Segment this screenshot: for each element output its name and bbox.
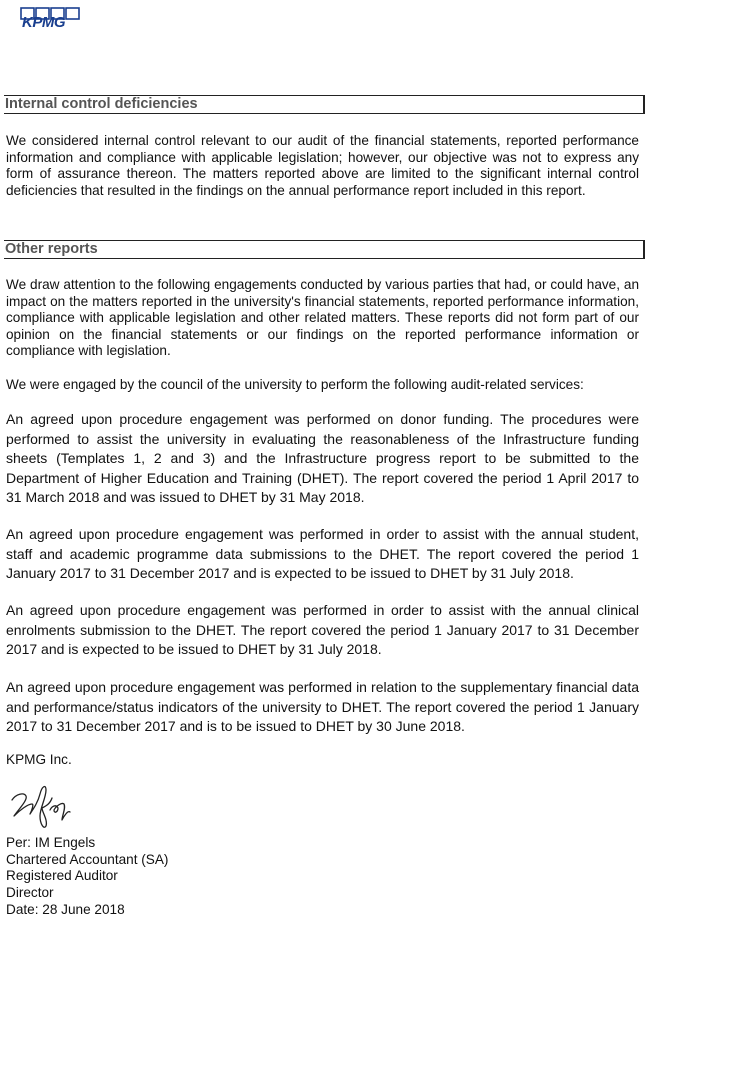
- section-title-other-reports: Other reports: [4, 240, 645, 259]
- signoff-title-auditor: Registered Auditor: [6, 868, 118, 883]
- kpmg-logo: [20, 7, 82, 33]
- other-reports-paragraph-2: We were engaged by the council of the university to perform the following audit-related services:: [6, 377, 584, 392]
- other-reports-paragraph-5: An agreed upon procedure engagement was performed in order to assist with the annual clinical enrolments submission to the DHET. The report covered the period 1 January 2017 to 31 December 2017 and is expected to be issued to DHET by 31 July 2018.: [6, 602, 639, 657]
- signoff-date: Date: 28 June 2018: [6, 902, 125, 917]
- kpmg-logo-text: KPMG: [22, 14, 65, 31]
- signoff-firm: KPMG Inc.: [6, 752, 72, 767]
- other-reports-paragraph-4: An agreed upon procedure engagement was performed in order to assist with the annual student, staff and academic programme data submissions to the DHET. The report covered the period 1 January 2017 to 31 December 2017 and is expected to be issued to DHET by 31 July 2018.: [6, 526, 639, 581]
- signoff-title-ca: Chartered Accountant (SA): [6, 852, 169, 867]
- signoff-per: Per: IM Engels: [6, 835, 96, 850]
- internal-control-paragraph: We considered internal control relevant to our audit of the financial statements, reported performance information and compliance with applicable legislation; however, our objective was not to express any form of assurance thereon. The matters reported above are limited to the significant internal control deficiencies that resulted in the findings on the annual performance report included in this report.: [6, 133, 639, 198]
- other-reports-paragraph-1: We draw attention to the following engagements conducted by various parties that had, or could have, an impact on the matters reported in the university's financial statements, reported performance information, compliance with applicable legislation and other related matters. These reports did not form part of our opinion on the financial statements or our findings on the reported performance information or compliance with legislation.: [6, 277, 639, 358]
- signoff-title-director: Director: [6, 885, 54, 900]
- other-reports-paragraph-3: An agreed upon procedure engagement was performed on donor funding. The procedures were performed to assist the university in evaluating the reasonableness of the Infrastructure funding sheets (Templates 1, 2 and 3) and the Infrastructure progress report to be submitted to the Department of Higher Education and Training (DHET). The report covered the period 1 April 2017 to 31 March 2018 and was issued to DHET by 31 May 2018.: [6, 411, 639, 505]
- other-reports-paragraph-6: An agreed upon procedure engagement was performed in relation to the supplementary financial data and performance/status indicators of the university to DHET. The report covered the period 1 January 2017 to 31 December 2017 and is to be issued to DHET by 30 June 2018.: [6, 679, 639, 734]
- section-title-internal-control: Internal control deficiencies: [4, 95, 645, 114]
- signature-icon: [6, 780, 76, 835]
